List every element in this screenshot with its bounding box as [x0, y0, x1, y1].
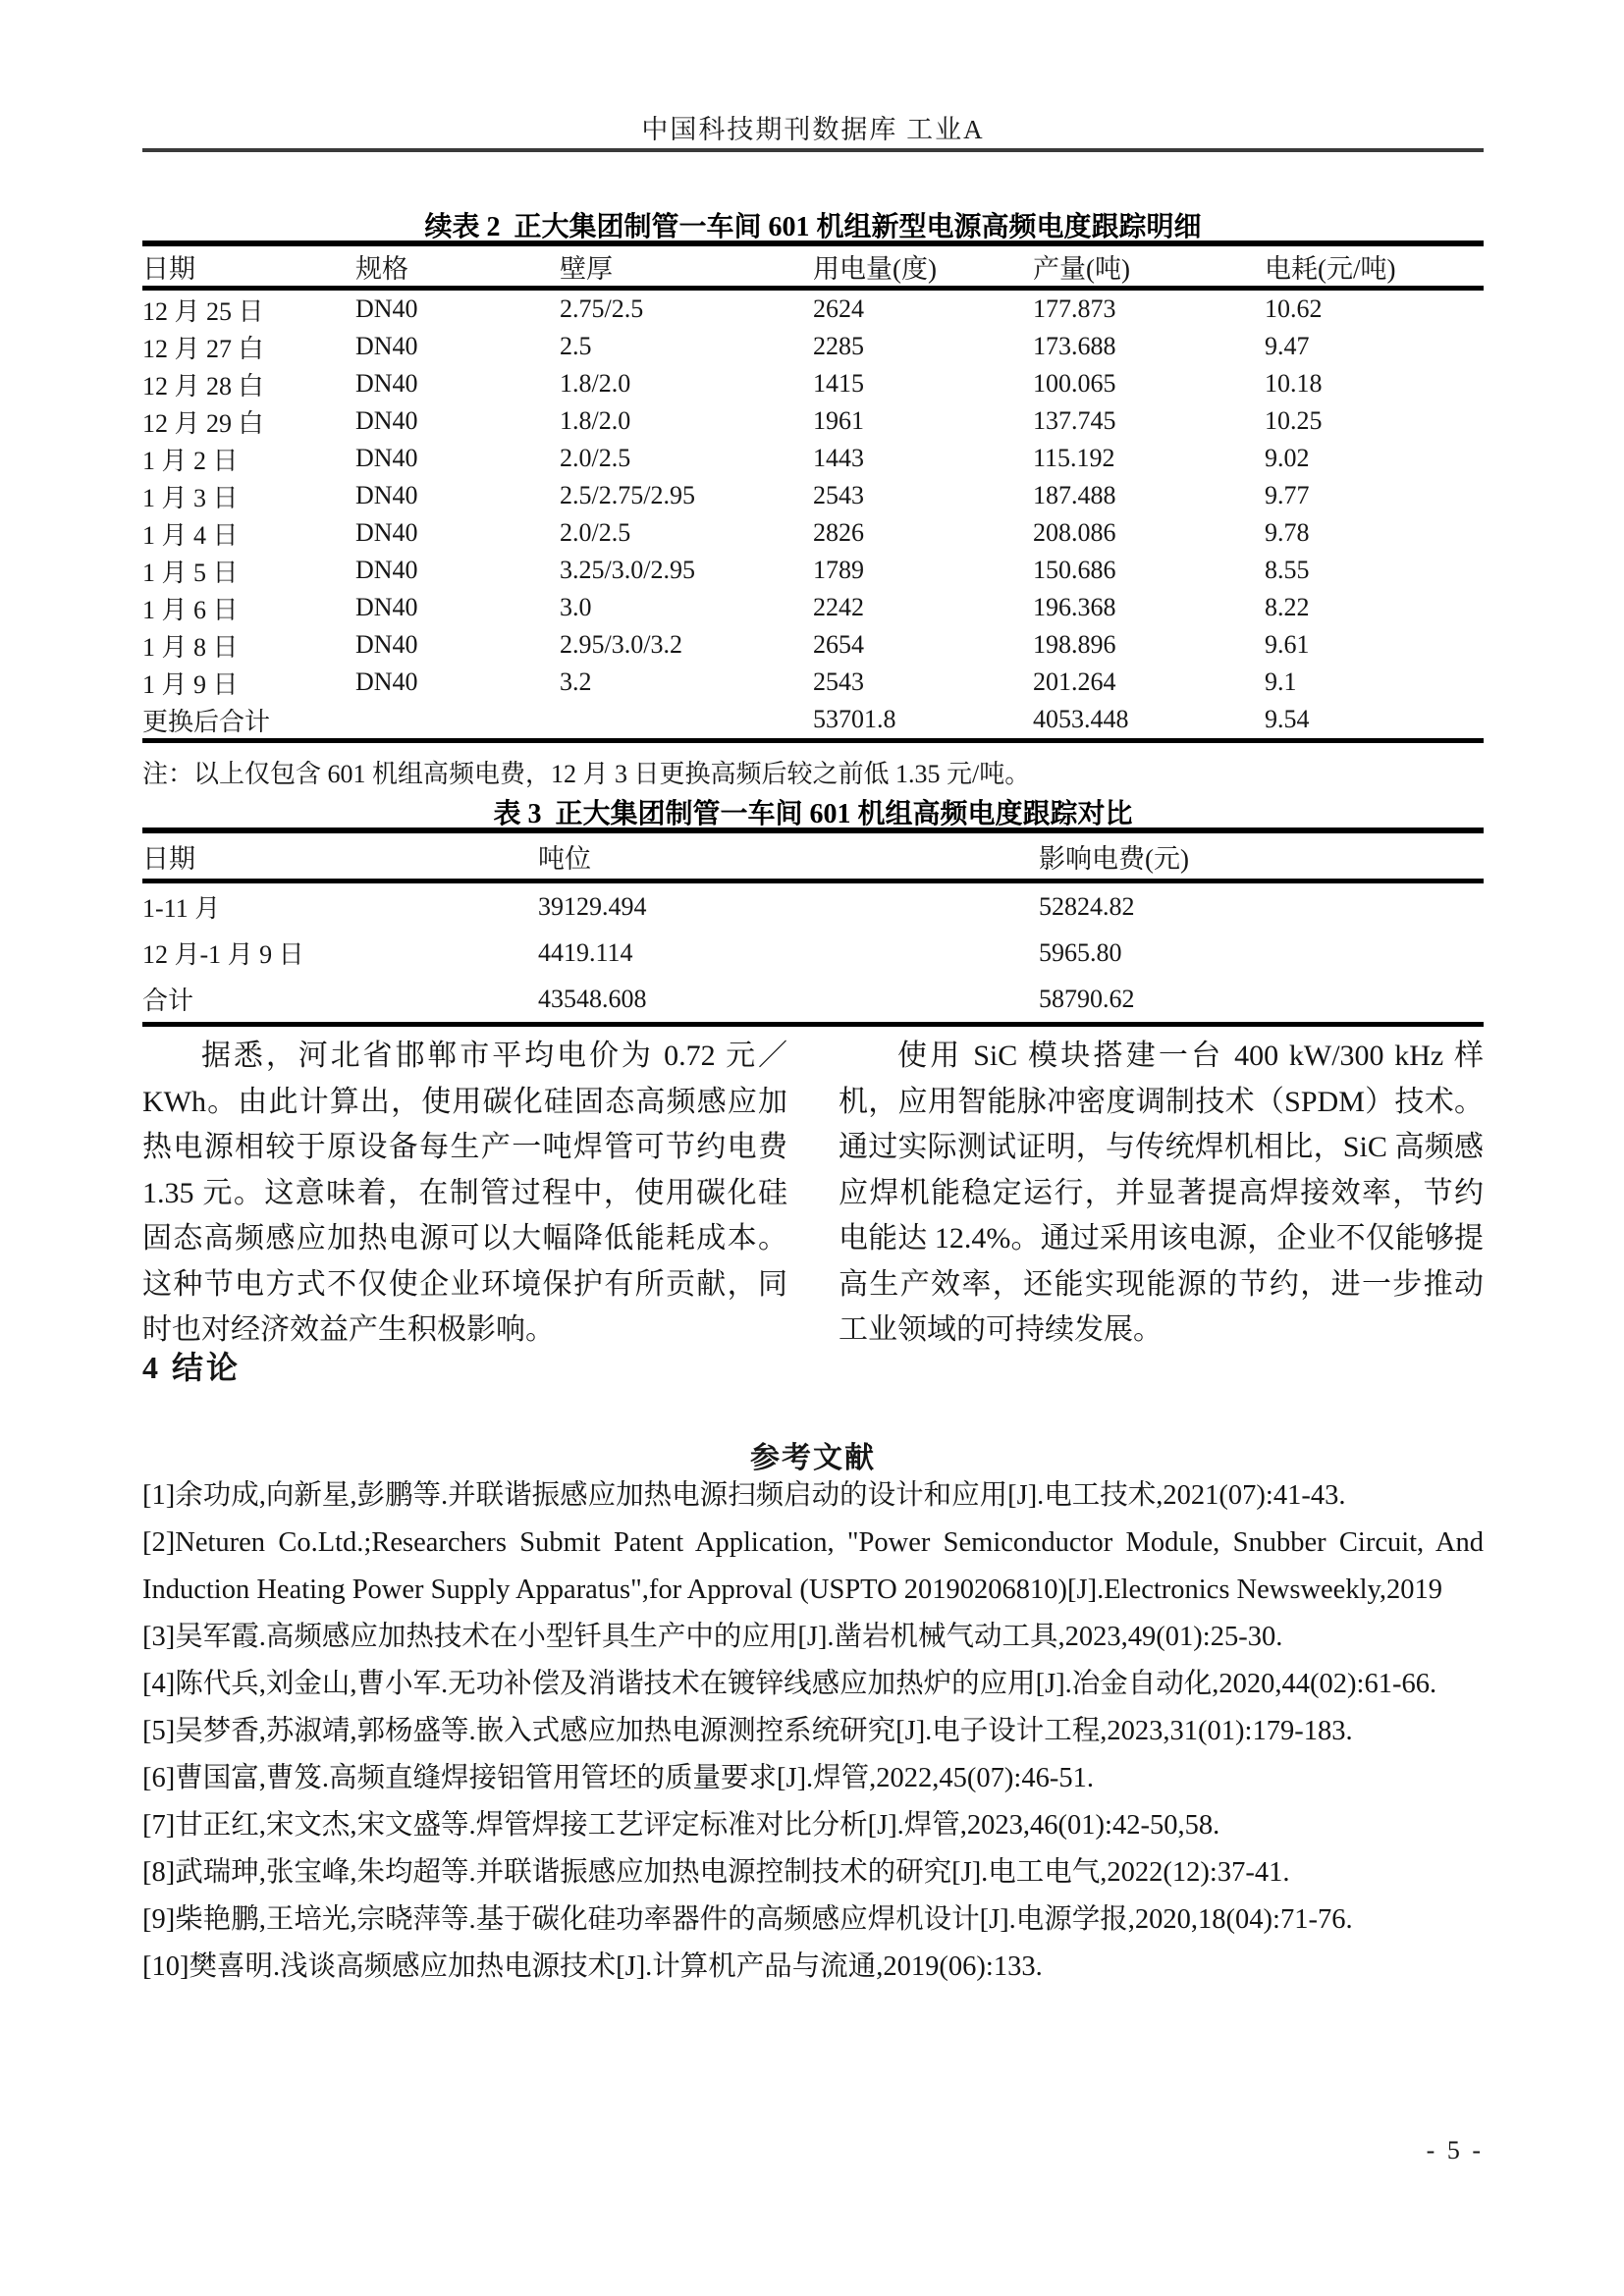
table2 [142, 240, 1484, 743]
cell-power-usage: 53701.8 [813, 705, 896, 733]
table3-column-header: 日期 [142, 830, 538, 881]
cell-spec: DN40 [355, 481, 418, 509]
reference-item: [1]余功成,向新星,彭鹏等.并联谐振感应加热电源扫频启动的设计和应用[J].电工技术,2021(07):41-43. [142, 1480, 1346, 1511]
cell-spec: DN40 [355, 332, 418, 360]
table2-column-header: 产量(吨) [1033, 243, 1265, 289]
table3-row [142, 976, 1484, 1025]
left-column-paragraph: 据悉，河北省邯郸市平均电价为 0.72 元／KWh。由此计算出，使用碳化硅固态高频感应加热电源相较于原设备每生产一吨焊管可节约电费 1.35 元。这意味着，在制管过程中，使用碳化硅固态高频感应加热电源可以大幅降低能耗成本。这种节电方式不仅使企业环境保护有所贡献，同时也对经济效益产生积极影响。 [142, 1040, 787, 1346]
table2-row [142, 701, 1484, 741]
cell-power-usage: 1961 [813, 406, 864, 435]
cell-wall-thickness: 2.5 [560, 332, 592, 360]
table2-column-header: 壁厚 [560, 243, 813, 289]
cell-date: 1 月 6 日 [142, 595, 239, 624]
table2-row [142, 626, 1484, 664]
body-columns [142, 1034, 1484, 1354]
table2-row [142, 365, 1484, 402]
table2-row [142, 514, 1484, 552]
page-number: - 5 - [1426, 2136, 1484, 2164]
table3-row [142, 930, 1484, 976]
cell-power-usage: 2543 [813, 667, 864, 696]
cell-wall-thickness [560, 701, 813, 741]
cell-power-usage: 1789 [813, 556, 864, 584]
table3-column-header: 影响电费(元) [1039, 830, 1484, 881]
cell-output: 100.065 [1033, 369, 1116, 398]
cell-consumption: 9.78 [1265, 518, 1310, 547]
cell-period: 12 月-1 月 9 日 [142, 940, 304, 969]
cell-consumption: 8.55 [1265, 556, 1310, 584]
cell-wall-thickness: 2.75/2.5 [560, 294, 644, 323]
cell-spec: DN40 [355, 556, 418, 584]
cell-output: 177.873 [1033, 294, 1116, 323]
cell-power-usage: 1415 [813, 369, 864, 398]
cell-wall-thickness: 1.8/2.0 [560, 369, 631, 398]
cell-spec: DN40 [355, 444, 418, 472]
cell-spec: DN40 [355, 518, 418, 547]
cell-consumption: 9.61 [1265, 630, 1310, 659]
cell-output: 115.192 [1033, 444, 1115, 472]
cell-consumption: 10.18 [1265, 369, 1323, 398]
cell-consumption: 9.77 [1265, 481, 1310, 509]
cell-fee-impact: 52824.82 [1039, 891, 1135, 921]
table2-row [142, 402, 1484, 440]
cell-period: 合计 [142, 987, 194, 1015]
reference-item: [2]Neturen Co.Ltd.;Researchers Submit Patent Application, "Power Semiconductor Module, Snubber Circuit, And Induction Heating Power Supply Apparatus",for Approval (USPTO 20190206810)[J].Electronics Newsweekly,2019 [142, 1527, 1484, 1605]
cell-spec: DN40 [355, 369, 418, 398]
cell-wall-thickness: 3.25/3.0/2.95 [560, 556, 695, 584]
cell-spec: DN40 [355, 406, 418, 435]
table3-header-row [142, 830, 1484, 881]
cell-power-usage: 2242 [813, 593, 864, 621]
reference-item: [7]甘正红,宋文杰,宋文盛等.焊管焊接工艺评定标准对比分析[J].焊管,2023,46(01):42-50,58. [142, 1810, 1220, 1841]
cell-power-usage: 2543 [813, 481, 864, 509]
cell-date: 1 月 8 日 [142, 632, 239, 662]
cell-date: 1 月 2 日 [142, 446, 239, 475]
cell-consumption: 8.22 [1265, 593, 1310, 621]
cell-date: 1 月 9 日 [142, 669, 239, 699]
table2-row [142, 664, 1484, 701]
cell-output: 198.896 [1033, 630, 1116, 659]
reference-item: [6]曹国富,曹笈.高频直缝焊接铝管用管坯的质量要求[J].焊管,2022,45(07):46-51. [142, 1763, 1094, 1793]
cell-spec: DN40 [355, 593, 418, 621]
cell-tonnage: 4419.114 [538, 937, 633, 967]
cell-period: 1-11 月 [142, 894, 221, 923]
reference-item: [9]柴艳鹏,王培光,宗晓萍等.基于碳化硅功率器件的高频感应焊机设计[J].电源学报,2020,18(04):71-76. [142, 1904, 1353, 1935]
table2-title: 续表 2 正大集团制管一车间 601 机组新型电源高频电度跟踪明细 [424, 212, 1202, 242]
cell-power-usage: 2654 [813, 630, 864, 659]
cell-output: 201.264 [1033, 667, 1116, 696]
cell-consumption: 9.1 [1265, 667, 1297, 696]
cell-consumption: 10.62 [1265, 294, 1323, 323]
cell-consumption: 9.02 [1265, 444, 1310, 472]
references-list [142, 1472, 1484, 1991]
reference-item: [10]樊喜明.浅谈高频感应加热电源技术[J].计算机产品与流通,2019(06):133. [142, 1951, 1043, 1982]
cell-spec: DN40 [355, 630, 418, 659]
table2-column-header: 用电量(度) [813, 243, 1033, 289]
cell-wall-thickness: 2.95/3.0/3.2 [560, 630, 682, 659]
table3-title: 表 3 正大集团制管一车间 601 机组高频电度跟踪对比 [493, 799, 1133, 829]
table3-container [142, 828, 1484, 1027]
reference-item: [3]吴军霞.高频感应加热技术在小型钎具生产中的应用[J].凿岩机械气动工具,2023,49(01):25-30. [142, 1622, 1283, 1652]
table2-column-header: 电耗(元/吨) [1265, 243, 1484, 289]
cell-output: 208.086 [1033, 518, 1116, 547]
page-header: 中国科技期刊数据库 工业A [641, 115, 985, 144]
table2-column-header: 日期 [142, 243, 355, 289]
cell-output: 173.688 [1033, 332, 1116, 360]
references-heading: 参考文献 [750, 1442, 876, 1474]
cell-output: 137.745 [1033, 406, 1116, 435]
cell-output: 196.368 [1033, 593, 1116, 621]
cell-date: 更换后合计 [142, 707, 271, 736]
cell-tonnage: 39129.494 [538, 891, 647, 921]
cell-power-usage: 2624 [813, 294, 864, 323]
cell-date: 1 月 4 日 [142, 520, 239, 550]
table3-column-header: 吨位 [538, 830, 1039, 881]
table3-row [142, 881, 1484, 931]
table2-column-header: 规格 [355, 243, 560, 289]
cell-date: 12 月 27 白 [142, 334, 264, 363]
cell-spec: DN40 [355, 667, 418, 696]
cell-tonnage: 43548.608 [538, 984, 647, 1013]
right-column-paragraph: 使用 SiC 模块搭建一台 400 kW/300 kHz 样机，应用智能脉冲密度调制技术（SPDM）技术。通过实际测试证明，与传统焊机相比，SiC 高频感应焊机能稳定运行，并显著提高焊接效率，节约电能达 12.4%。通过采用该电源，企业不仅能够提高生产效率，还能实现能源的节约，进一步推动工业领域的可持续发展。 [839, 1040, 1484, 1346]
cell-output: 187.488 [1033, 481, 1116, 509]
table2-row [142, 328, 1484, 365]
reference-item: [8]武瑞珅,张宝峰,朱均超等.并联谐振感应加热电源控制技术的研究[J].电工电气,2022(12):37-41. [142, 1857, 1290, 1888]
reference-item: [5]吴梦香,苏淑靖,郭杨盛等.嵌入式感应加热电源测控系统研究[J].电子设计工程,2023,31(01):179-183. [142, 1716, 1353, 1746]
cell-output: 4053.448 [1033, 705, 1129, 733]
cell-spec: DN40 [355, 294, 418, 323]
cell-wall-thickness: 1.8/2.0 [560, 406, 631, 435]
table2-row [142, 552, 1484, 589]
table3 [142, 828, 1484, 1027]
cell-consumption: 9.54 [1265, 705, 1310, 733]
table2-row [142, 477, 1484, 514]
cell-fee-impact: 5965.80 [1039, 937, 1122, 967]
cell-power-usage: 2826 [813, 518, 864, 547]
cell-wall-thickness: 3.0 [560, 593, 592, 621]
cell-date: 12 月 25 日 [142, 296, 264, 326]
table2-row [142, 589, 1484, 626]
table2-row [142, 440, 1484, 477]
header-rule [142, 148, 1484, 152]
cell-date: 12 月 28 白 [142, 371, 264, 400]
table2-row [142, 289, 1484, 329]
cell-wall-thickness: 3.2 [560, 667, 592, 696]
cell-spec [355, 701, 560, 741]
cell-consumption: 10.25 [1265, 406, 1323, 435]
cell-output: 150.686 [1033, 556, 1116, 584]
cell-fee-impact: 58790.62 [1039, 984, 1135, 1013]
cell-wall-thickness: 2.5/2.75/2.95 [560, 481, 695, 509]
cell-date: 1 月 3 日 [142, 483, 239, 512]
conclusion-heading: 4 结论 [142, 1350, 242, 1385]
cell-power-usage: 2285 [813, 332, 864, 360]
table2-note: 注：以上仅包含 601 机组高频电费，12 月 3 日更换高频后较之前低 1.35 元/吨。 [142, 760, 1031, 788]
cell-consumption: 9.47 [1265, 332, 1310, 360]
table2-container [142, 240, 1484, 743]
cell-date: 12 月 29 白 [142, 408, 264, 438]
table2-header-row [142, 243, 1484, 289]
cell-date: 1 月 5 日 [142, 558, 239, 587]
cell-wall-thickness: 2.0/2.5 [560, 518, 631, 547]
reference-item: [4]陈代兵,刘金山,曹小军.无功补偿及消谐技术在镀锌线感应加热炉的应用[J].冶金自动化,2020,44(02):61-66. [142, 1669, 1437, 1699]
cell-wall-thickness: 2.0/2.5 [560, 444, 631, 472]
cell-power-usage: 1443 [813, 444, 864, 472]
